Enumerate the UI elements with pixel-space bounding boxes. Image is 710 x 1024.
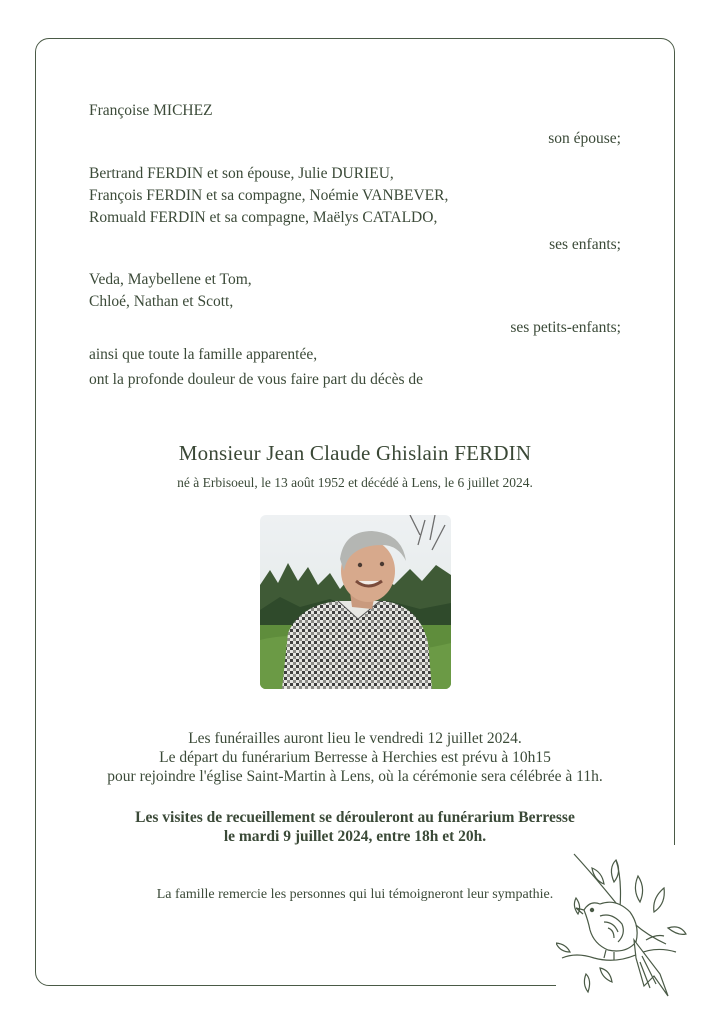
announcement-line: ont la profonde douleur de vous faire part du décès de <box>89 371 423 388</box>
child-line: Bertrand FERDIN et son épouse, Julie DURIEU, <box>89 165 394 182</box>
deceased-name: Monsieur Jean Claude Ghislain FERDIN <box>178 441 532 465</box>
visits-line: le mardi 9 juillet 2024, entre 18h et 20h. <box>223 828 487 845</box>
funeral-line: Les funérailles auront lieu le vendredi 12 juillet 2024. <box>188 730 522 747</box>
extended-family: ainsi que toute la famille apparentée, <box>89 346 318 363</box>
spouse-name: Françoise MICHEZ <box>89 102 213 119</box>
spouse-role: son épouse; <box>548 130 621 147</box>
birth-death-line: né à Erbisoeul, le 13 août 1952 et décédé à Lens, le 6 juillet 2024. <box>177 475 533 490</box>
grandchildren-role: ses petits-enfants; <box>510 319 621 336</box>
child-line: François FERDIN et sa compagne, Noémie VANBEVER, <box>89 187 449 204</box>
children-role: ses enfants; <box>549 236 621 253</box>
portrait-photo <box>260 515 451 689</box>
child-line: Romuald FERDIN et sa compagne, Maëlys CATALDO, <box>89 209 438 226</box>
bird-branch-illustration <box>556 848 690 998</box>
visits-line: Les visites de recueillement se dérouleront au funérarium Berresse <box>135 809 575 826</box>
grandchild-line: Veda, Maybellene et Tom, <box>89 271 252 288</box>
grandchild-line: Chloé, Nathan et Scott, <box>89 293 234 310</box>
thanks-line: La famille remercie les personnes qui lui témoigneront leur sympathie. <box>156 887 554 902</box>
funeral-line: pour rejoindre l'église Saint-Martin à Lens, où la cérémonie sera célébrée à 11h. <box>107 768 603 785</box>
funeral-line: Le départ du funérarium Berresse à Herchies est prévu à 10h15 <box>159 749 551 766</box>
